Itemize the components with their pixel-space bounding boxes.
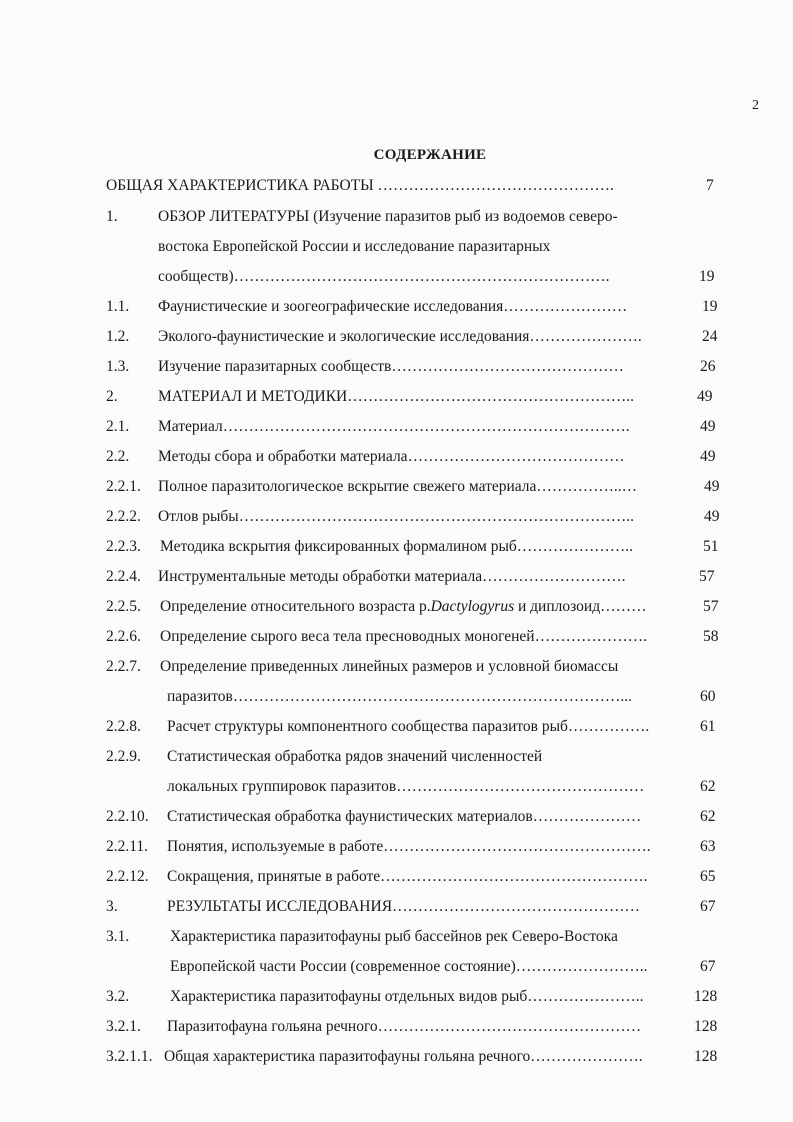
toc-entry-text: Изучение паразитарных сообществ……………………………………… [158,358,624,375]
toc-entry-number: 2.2.9. [106,748,141,765]
toc-entry-page: 65 [700,868,716,885]
toc-entry-page: 63 [700,838,716,855]
toc-entry-page: 128 [694,1048,718,1065]
toc-entry-number: 1.3. [106,358,130,375]
toc-entry-page: 49 [697,388,713,405]
toc-entry-number: 3. [106,898,118,915]
toc-entry-page: 67 [700,958,716,975]
toc-entry-number: 2. [106,388,118,405]
toc-entry-text: Фаунистические и зоогеографические исследования…………………… [158,298,628,315]
toc-entry-number: 3.1. [106,928,130,945]
toc-entry-text: Методика вскрытия фиксированных формалином рыб………………….. [160,538,634,555]
toc-entry-page: 128 [694,1018,718,1035]
toc-entry-number: 3.2. [106,988,130,1005]
toc-entry-number: 2.2.6. [106,628,141,645]
toc-entry-number: 2.2.11. [106,838,149,855]
toc-entry-text: Инструментальные методы обработки материала………………………. [158,568,626,585]
toc-entry-page: 24 [702,328,718,345]
toc-entry-page: 57 [703,598,719,615]
toc-entry-text: востока Европейской России и исследование паразитарных [158,238,551,255]
toc-entry-page: 61 [700,718,716,735]
toc-entry-text: Характеристика паразитофауны рыб бассейнов рек Северо-Востока [170,928,618,945]
toc-entry-text: Статистическая обработка фаунистических материалов………………… [167,808,642,825]
toc-entry-text: Характеристика паразитофауны отдельных видов рыб………………….. [170,988,644,1005]
toc-entry-page: 26 [700,358,716,375]
toc-entry-page: 58 [703,628,719,645]
toc-entry-text: сообществ)………………………………………………………………. [158,268,610,285]
toc-entry-number: 2.2.3. [106,538,141,555]
toc-entry-text: Определение относительного возраста р.Dactylogyrus и диплозоид……… [160,598,647,615]
toc-entry-text: паразитов…………………………………………………………………... [167,688,632,705]
toc-entry-number: 2.2.12. [106,868,149,885]
toc-entry-page: 49 [704,478,720,495]
toc-entry-number: 2.2.5. [106,598,141,615]
toc-entry-number: 1. [106,208,118,225]
toc-entry-page: 67 [700,898,716,915]
toc-entry-page: 60 [700,688,716,705]
toc-entry-text: Определение приведенных линейных размеров и условной биомассы [160,658,619,675]
toc-entry-text: Статистическая обработка рядов значений численностей [167,748,543,765]
genus-name: Dactylogyrus [430,598,515,615]
toc-entry-page: 57 [699,568,715,585]
toc-entry-text: Сокращения, принятые в работе……………………………………………. [167,868,648,885]
page-title: СОДЕРЖАНИЕ [373,147,487,163]
toc-entry-number: 2.2.10. [106,808,149,825]
toc-entry-text: Эколого-фаунистические и экологические исследования…………………. [158,328,642,345]
toc-entry-page: 49 [704,508,720,525]
toc-entry-text: ОБЗОР ЛИТЕРАТУРЫ (Изучение паразитов рыб из водоемов северо- [158,208,618,225]
toc-entry-page: 62 [700,808,716,825]
toc-entry-number: 2.2.1. [106,478,141,495]
page-number: 2 [752,98,759,113]
toc-entry-number: 2.2. [106,448,130,465]
toc-entry-text: Материал……………………………………………………………………. [158,418,630,435]
toc-entry-page: 49 [700,448,716,465]
toc-entry-number: 1.1. [106,298,130,315]
toc-entry-page: 51 [703,538,719,555]
toc-entry-number: 3.2.1.1. [106,1048,153,1065]
toc-entry-text: Общая характеристика паразитофауны гольяна речного…………………. [164,1048,643,1065]
toc-entry-number: 3.2.1. [106,1018,141,1035]
toc-entry-page: 19 [702,298,718,315]
toc-entry-text: РЕЗУЛЬТАТЫ ИССЛЕДОВАНИЯ………………………………………… [167,898,641,915]
toc-entry-text: локальных группировок паразитов………………………………………… [167,778,645,795]
toc-entry-text: Отлов рыбы………………………………………………………………….. [158,508,634,525]
toc-entry-text: Европейской части России (современное состояние)…………………….. [170,958,648,975]
toc-entry-text: Определение сырого веса тела пресноводных моногеней…………………. [160,628,647,645]
toc-entry-number: 2.2.8. [106,718,141,735]
toc-entry-number: 2.1. [106,418,130,435]
toc-entry-text: Понятия, используемые в работе……………………………………………. [167,838,651,855]
toc-entry-text: Расчет структуры компонентного сообщества паразитов рыб……………. [167,718,650,735]
toc-entry-number: 2.2.7. [106,658,141,675]
toc-entry-page: 128 [694,988,718,1005]
toc-entry-page: 19 [699,268,715,285]
toc-entry-text: Полное паразитологическое вскрытие свежего материала……………..… [158,478,638,495]
toc-entry-number: 1.2. [106,328,130,345]
toc-entry-page: 49 [700,418,716,435]
toc-entry-text: ОБЩАЯ ХАРАКТЕРИСТИКА РАБОТЫ ………………………………………. [106,177,614,194]
toc-entry-text: Паразитофауна гольяна речного…………………………………………… [167,1018,642,1035]
toc-entry-number: 2.2.2. [106,508,141,525]
toc-entry-text: МАТЕРИАЛ И МЕТОДИКИ……………………………………………….. [158,388,634,405]
toc-entry-page: 7 [706,177,714,194]
toc-entry-number: 2.2.4. [106,568,141,585]
toc-entry-text: Методы сбора и обработки материала…………………………………… [158,448,625,465]
toc-entry-page: 62 [700,778,716,795]
